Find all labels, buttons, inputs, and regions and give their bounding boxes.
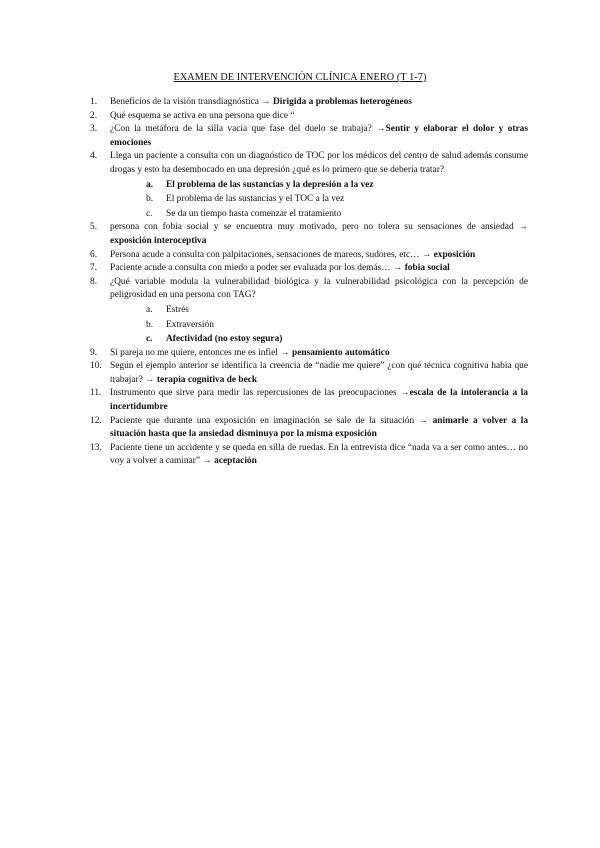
question-text: Paciente que durante una exposición en imaginación se sale de la situación (110, 415, 419, 426)
question-item (88, 415, 528, 442)
question-item (88, 249, 528, 263)
question-text: Qué esquema se activa en una persona que dice “ (110, 110, 295, 121)
question-item (88, 123, 528, 150)
question-answer: fobia social (404, 263, 450, 274)
question-text: Paciente tiene un accidente y se queda en silla de ruedas. En la entrevista dice “nada va a ser como antes… no voy a volver a caminar” (110, 442, 528, 467)
arrow-icon: → (376, 124, 386, 135)
question-number: 7. (90, 263, 98, 274)
question-text: ¿Qué variable modula la vulnerabilidad biológica y la vulnerabilidad psicológica con la percepción de peligrosidad en una persona con TAG? (110, 276, 528, 301)
question-number: 8. (90, 276, 98, 287)
arrow-icon: → (418, 415, 429, 426)
option-item: b. El problema de las sustancias y el TOC a la vez (146, 194, 345, 205)
option-text: El problema de las sustancias y el TOC a la vez (166, 194, 345, 205)
question-text: Según el ejemplo anterior se identifica la creencia de “nadie me quiere” ¿con qué técnica cognitiva había que trabajar? (110, 361, 528, 385)
question-item (88, 347, 528, 361)
question-number: 10. (90, 361, 102, 372)
question-answer: exposición interoceptiva (110, 235, 207, 246)
question-answer: animarle a volver a la situación hasta que la ansiedad disminuya por la misma exposición (110, 415, 529, 440)
question-item (88, 96, 528, 110)
option-text: Estrés (166, 304, 189, 315)
arrow-icon: → (202, 456, 212, 467)
option-item: b. Extraversión (146, 319, 214, 330)
question-number: 4. (90, 151, 98, 162)
arrow-icon: → (518, 222, 528, 233)
question-answer: terapia cognitiva de beck (156, 374, 258, 385)
arrow-icon: → (400, 388, 410, 399)
question-number: 11. (90, 388, 102, 399)
question-answer: Dirigida a problemas heterogéneos (272, 97, 412, 107)
question-number: 13. (90, 442, 102, 453)
arrow-icon: → (261, 97, 271, 107)
question-number: 6. (90, 249, 98, 260)
exam-title: EXAMEN DE INTERVENCIÓN CLÍNICA ENERO (T 1-7) (173, 72, 427, 83)
question-list (88, 96, 528, 469)
question-answer: exposición (433, 249, 476, 260)
arrow-icon: → (145, 374, 155, 385)
question-number: 2. (90, 110, 98, 121)
question-item (88, 360, 528, 387)
question-item (88, 262, 528, 276)
option-text: Afectividad (no estoy segura) (166, 334, 283, 345)
question-text: Paciente acude a consulta con miedo a poder ser evaluada por los demás… (110, 263, 393, 274)
option-list (110, 178, 528, 222)
question-item (88, 221, 528, 248)
option-item: c. Afectividad (no estoy segura) (146, 334, 283, 345)
question-item (88, 276, 528, 347)
question-answer: pensamiento automático (291, 347, 390, 358)
question-item (88, 150, 528, 221)
question-text: Llega un paciente a consulta con un diagnóstico de TOC por los médicos del centro de salud además consume drogas y esto ha desembocado en una depresión ¿qué es lo primero que se debería tratar? (110, 151, 528, 175)
question-item (88, 110, 528, 124)
option-text: Extraversión (166, 319, 214, 330)
option-text: El problema de las sustancias y la depresión a la vez (166, 179, 374, 190)
option-item: a. Estrés (146, 304, 189, 315)
question-text: ¿Con la metáfora de la silla vacía que fase del duelo se trabaja? (110, 124, 377, 135)
arrow-icon: → (421, 249, 432, 260)
question-number: 1. (90, 97, 98, 107)
question-number: 9. (90, 347, 98, 358)
question-number: 5. (90, 222, 98, 233)
question-item (88, 387, 528, 414)
question-text: Persona acude a consulta con palpitaciones, sensaciones de mareos, sudores, etc… (110, 249, 422, 260)
question-text: Instrumento que sirve para medir las repercusiones de las preocupaciones (110, 388, 401, 399)
question-text: persona con fobia social y se encuentra muy motivado, pero no tolera su sensaciones de ansiedad (110, 222, 519, 233)
arrow-icon: → (392, 263, 403, 274)
question-number: 3. (90, 124, 98, 135)
option-item: a. El problema de las sustancias y la depresión a la vez (146, 179, 374, 190)
question-text: Si pareja no me quiere, entonces me es infiel (110, 347, 281, 358)
option-list (110, 303, 528, 347)
question-answer: aceptación (214, 456, 257, 467)
option-text: Se da un tiempo hasta comenzar el tratamiento (166, 208, 342, 219)
question-number: 12. (90, 415, 102, 426)
arrow-icon: → (280, 347, 290, 358)
question-answer: Sentir y elaborar el dolor y otras emociones (110, 124, 528, 148)
option-item: c. Se da un tiempo hasta comenzar el tratamiento (146, 208, 342, 219)
question-item (88, 442, 528, 469)
question-answer: escala de la intolerancia a la incertidumbre (110, 388, 528, 413)
question-text: Beneficios de la visión transdiagnóstica (110, 97, 262, 107)
